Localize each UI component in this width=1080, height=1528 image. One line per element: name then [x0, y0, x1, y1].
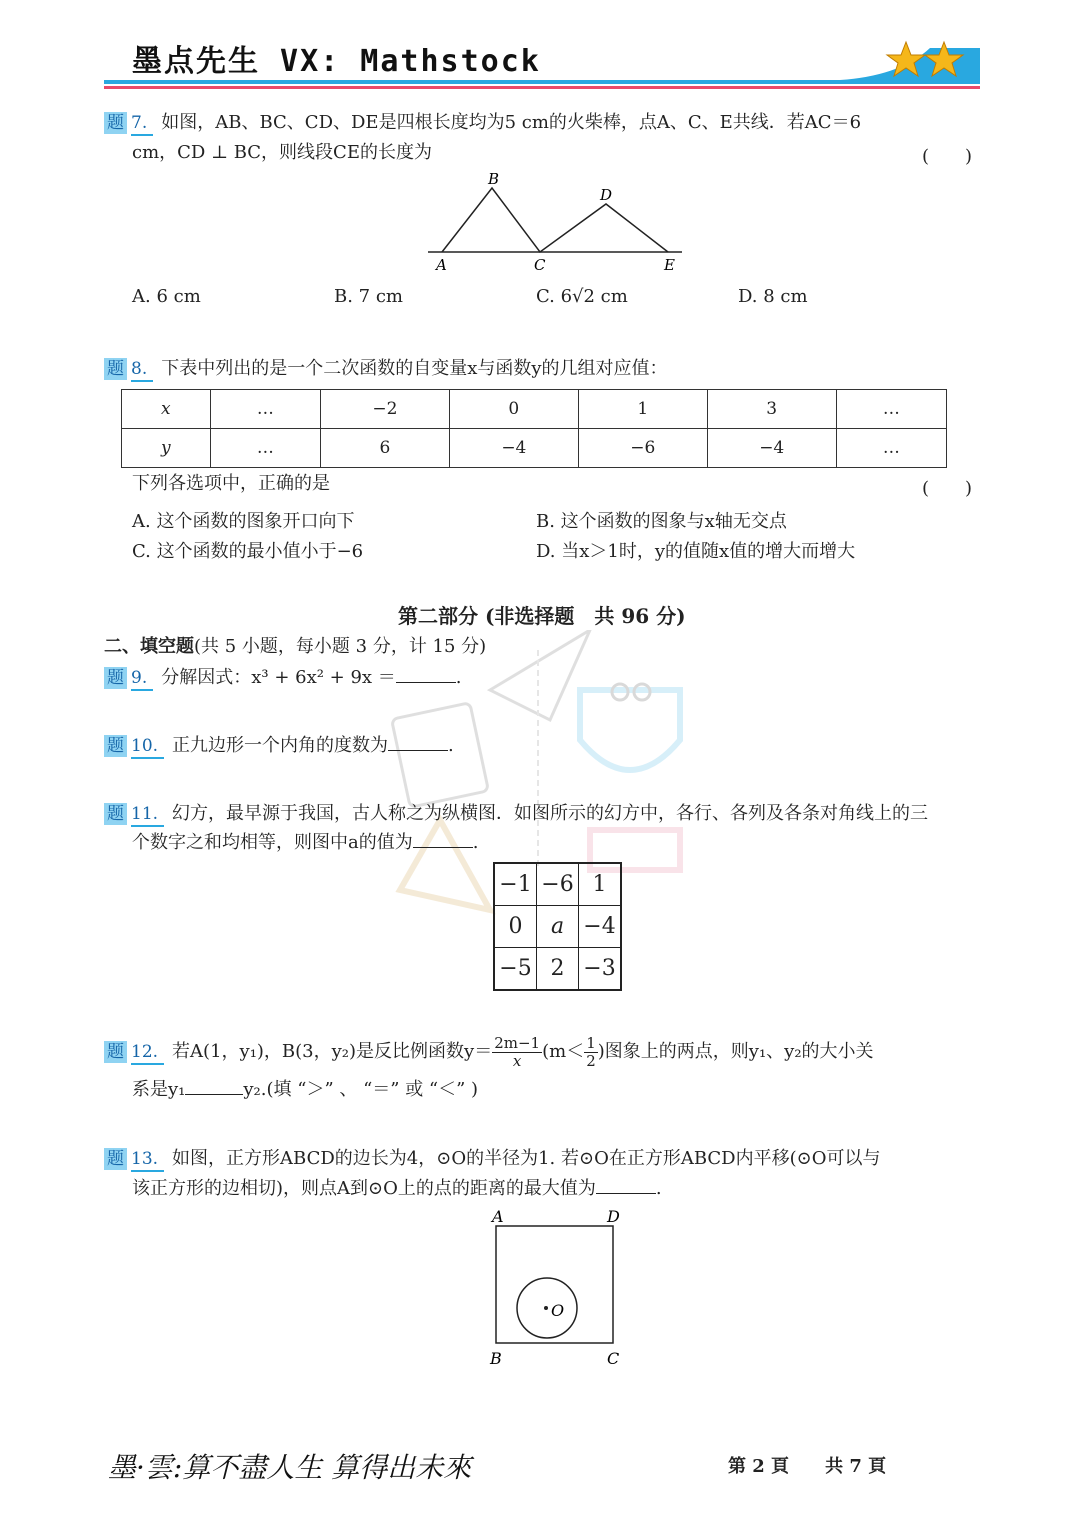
label-C: C — [607, 1349, 620, 1368]
answer-blank[interactable] — [396, 682, 456, 683]
table-row — [122, 429, 947, 468]
q8-option-c: C. 这个函数的最小值小于−6 — [132, 541, 364, 562]
label-B: B — [488, 170, 500, 188]
q12-line1: 题 12. 若A(1，y₁)，B(3，y₂)是反比例函数y＝ $\frac{2m-1}{x}$ (m＜ $\frac{1}{2}$ )图象上的两点，则y₁、y₂的大小关 — [104, 1030, 874, 1074]
label-D: D — [600, 186, 613, 204]
question-number: 8. — [131, 358, 153, 382]
table-row — [122, 390, 947, 429]
table-cell: … — [836, 429, 946, 468]
footer-page-number: 第 2 頁 共 7 頁 — [728, 1456, 887, 1477]
table-cell: 3 — [707, 390, 836, 429]
q8-option-a: A. 这个函数的图象开口向下 — [132, 511, 355, 532]
answer-blank[interactable] — [413, 847, 473, 848]
table-cell: 1 — [578, 390, 707, 429]
label-A: A — [436, 256, 447, 274]
fraction: $\frac{1}{2}$ — [586, 1033, 596, 1070]
table-cell: −4 — [707, 429, 836, 468]
label-E: E — [664, 256, 675, 274]
q7-option-c: C. 6√2 cm — [536, 286, 628, 307]
question-tag: 题 — [104, 358, 127, 380]
answer-blank[interactable] — [185, 1094, 243, 1095]
answer-blank[interactable] — [596, 1193, 656, 1194]
table-cell: −6 — [578, 429, 707, 468]
q7-option-b: B. 7 cm — [334, 286, 403, 307]
table-cell: … — [210, 429, 320, 468]
header-stars-decoration — [840, 36, 980, 86]
table-row — [494, 948, 621, 991]
table-cell: 2 — [537, 948, 579, 991]
question-tag: 题 — [104, 667, 127, 689]
answer-paren: ( ) — [922, 478, 973, 499]
table-cell: −4 — [579, 906, 622, 948]
question-number: 13. — [131, 1148, 164, 1172]
q7-line2: cm，CD ⊥ BC，则线段CE的长度为 — [132, 142, 432, 163]
question-number: 10. — [131, 735, 164, 759]
header-rule-blue — [104, 80, 980, 84]
table-cell: y — [122, 429, 211, 468]
answer-blank[interactable] — [388, 750, 448, 751]
part2-title: 第二部分 (非选择题 共 96 分) — [398, 604, 686, 628]
q7-option-d: D. 8 cm — [738, 286, 808, 307]
table-cell: −6 — [537, 863, 579, 906]
table-cell: 1 — [579, 863, 622, 906]
question-tag: 题 — [104, 112, 127, 134]
q11-line2: 个数字之和均相等，则图中a的值为 . — [132, 832, 479, 853]
q13-line2: 该正方形的边相切)，则点A到⊙O上的点的距离的最大值为 . — [132, 1178, 662, 1199]
q10-line: 题 10. 正九边形一个内角的度数为 . — [104, 731, 454, 761]
table-cell: −2 — [320, 390, 449, 429]
table-cell: −1 — [494, 863, 537, 906]
q11-magic-square — [493, 862, 622, 991]
page-header-title: 墨点先生 VX: Mathstock — [132, 44, 541, 79]
label-C: C — [534, 256, 546, 274]
table-cell: … — [836, 390, 946, 429]
q8-value-table — [121, 389, 947, 468]
table-cell: 6 — [320, 429, 449, 468]
q13-line1: 题 13. 如图，正方形ABCD的边长为4，⊙O的半径为1. 若⊙O在正方形ABCD内平移(⊙O可以与 — [104, 1144, 880, 1174]
q8-line2: 下列各选项中，正确的是 — [132, 473, 330, 494]
table-cell: −4 — [449, 429, 578, 468]
table-cell: 0 — [494, 906, 537, 948]
table-row — [494, 863, 621, 906]
question-tag: 题 — [104, 735, 127, 757]
q8-option-b: B. 这个函数的图象与x轴无交点 — [536, 511, 787, 532]
question-number: 7. — [131, 112, 153, 136]
q13-square-figure — [480, 1204, 630, 1374]
header-rule-red — [104, 86, 980, 89]
table-row — [494, 906, 621, 948]
label-B: B — [490, 1349, 502, 1368]
fraction: $\frac{2m-1}{x}$ — [494, 1033, 541, 1070]
question-tag: 题 — [104, 1148, 127, 1170]
question-number: 9. — [131, 667, 153, 691]
question-tag: 题 — [104, 1041, 127, 1063]
section2-heading: 二、填空题(共 5 小题，每小题 3 分，计 15 分) — [104, 636, 487, 657]
table-cell: x — [122, 390, 211, 429]
label-D: D — [607, 1207, 620, 1226]
question-number: 12. — [131, 1041, 164, 1065]
label-O: O — [551, 1301, 565, 1320]
table-cell: −3 — [579, 948, 622, 991]
q7-option-a: A. 6 cm — [132, 286, 201, 307]
table-cell: 0 — [449, 390, 578, 429]
q9-line: 题 9. 分解因式：x³ + 6x² + 9x ＝ . — [104, 663, 462, 693]
question-tag: 题 — [104, 803, 127, 825]
table-cell: −5 — [494, 948, 537, 991]
question-number: 11. — [131, 803, 164, 827]
label-A: A — [492, 1207, 504, 1226]
q11-line1: 题 11. 幻方，最早源于我国，古人称之为纵横图．如图所示的幻方中，各行、各列及各条对角线上的三 — [104, 799, 928, 829]
footer-motto: 墨·雲:算不盡人生 算得出未來 — [108, 1451, 472, 1484]
q7-matchstick-figure — [420, 168, 700, 278]
table-cell: … — [210, 390, 320, 429]
q8-line1: 题 8. 下表中列出的是一个二次函数的自变量x与函数y的几组对应值： — [104, 354, 668, 384]
table-cell: a — [537, 906, 579, 948]
q8-option-d: D. 当x＞1时，y的值随x值的增大而增大 — [536, 541, 856, 562]
q7-line1: 题 7. 如图，AB、BC、CD、DE是四根长度均为5 cm的火柴棒，点A、C、E共线．若AC＝6 — [104, 108, 861, 138]
q12-line2: 系是y₁ y₂.(填 “＞” 、 “＝” 或 “＜” ) — [132, 1079, 479, 1100]
answer-paren: ( ) — [922, 146, 973, 167]
